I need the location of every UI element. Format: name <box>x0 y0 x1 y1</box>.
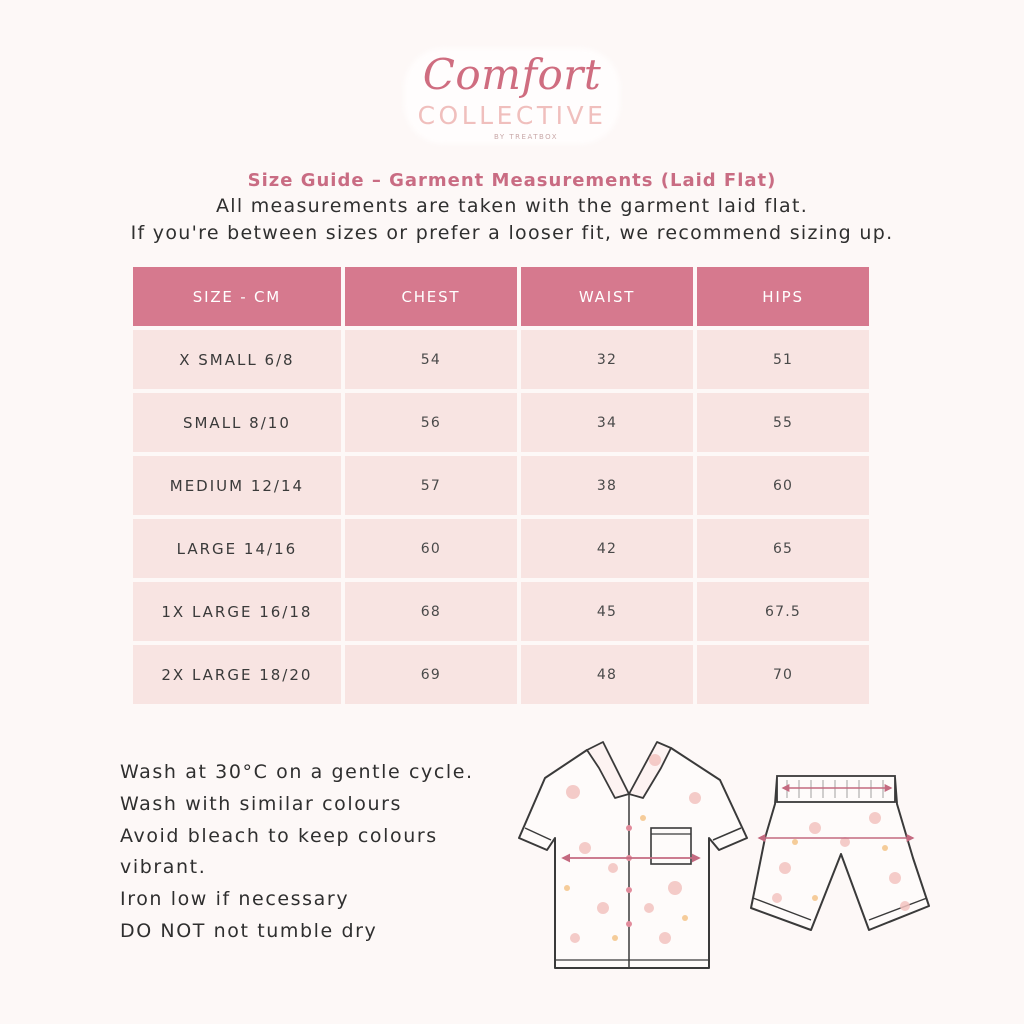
table-row <box>133 519 869 578</box>
waist-cell: 45 <box>521 582 693 641</box>
hips-cell: 70 <box>697 645 869 704</box>
header-hips: HIPS <box>697 267 869 326</box>
shorts-icon <box>751 776 929 930</box>
pajama-illustration <box>515 738 940 978</box>
shirt-icon <box>519 742 747 968</box>
table-row <box>133 330 869 389</box>
logo-byline: BY TREATBOX <box>493 133 559 141</box>
care-line: Wash at 30°C on a gentle cycle. <box>120 761 474 783</box>
chest-cell: 54 <box>345 330 517 389</box>
size-cell: SMALL 8/10 <box>133 393 341 452</box>
care-line: Iron low if necessary <box>120 888 350 911</box>
care-line: Avoid bleach to keep colours <box>120 824 438 847</box>
waist-cell: 34 <box>521 393 693 452</box>
care-instructions <box>120 757 520 948</box>
header-size: SIZE - CM <box>133 267 341 326</box>
table-row <box>133 393 869 452</box>
waist-cell: 38 <box>521 456 693 515</box>
table-row <box>133 645 869 704</box>
hips-cell: 51 <box>697 330 869 389</box>
table-row <box>133 456 869 515</box>
waist-cell: 32 <box>521 330 693 389</box>
hips-cell: 55 <box>697 393 869 452</box>
care-line: Wash with similar colours <box>120 792 403 815</box>
intro-line-1: All measurements are taken with the garment laid flat. <box>215 195 809 217</box>
chest-cell: 56 <box>345 393 517 452</box>
care-line: DO NOT not tumble dry <box>120 919 378 942</box>
table-header-row <box>133 267 869 326</box>
chest-cell: 57 <box>345 456 517 515</box>
page-title: Size Guide – Garment Measurements (Laid Flat) <box>247 170 777 191</box>
waist-cell: 42 <box>521 519 693 578</box>
size-table <box>129 263 873 708</box>
header-chest: CHEST <box>345 267 517 326</box>
logo-collective-text: COLLECTIVE <box>417 101 607 130</box>
table-row <box>133 582 869 641</box>
size-cell: 2X LARGE 18/20 <box>133 645 341 704</box>
waist-cell: 48 <box>521 645 693 704</box>
chest-cell: 69 <box>345 645 517 704</box>
hips-cell: 60 <box>697 456 869 515</box>
header-waist: WAIST <box>521 267 693 326</box>
hips-cell: 67.5 <box>697 582 869 641</box>
size-cell: X SMALL 6/8 <box>133 330 341 389</box>
care-line: vibrant. <box>120 856 207 879</box>
logo-script-text: Comfort <box>422 50 602 99</box>
brand-logo <box>400 48 624 148</box>
size-cell: MEDIUM 12/14 <box>133 456 341 515</box>
chest-cell: 68 <box>345 582 517 641</box>
size-cell: 1X LARGE 16/18 <box>133 582 341 641</box>
hips-cell: 65 <box>697 519 869 578</box>
intro-line-2: If you're between sizes or prefer a looser fit, we recommend sizing up. <box>130 222 894 244</box>
size-cell: LARGE 14/16 <box>133 519 341 578</box>
chest-cell: 60 <box>345 519 517 578</box>
